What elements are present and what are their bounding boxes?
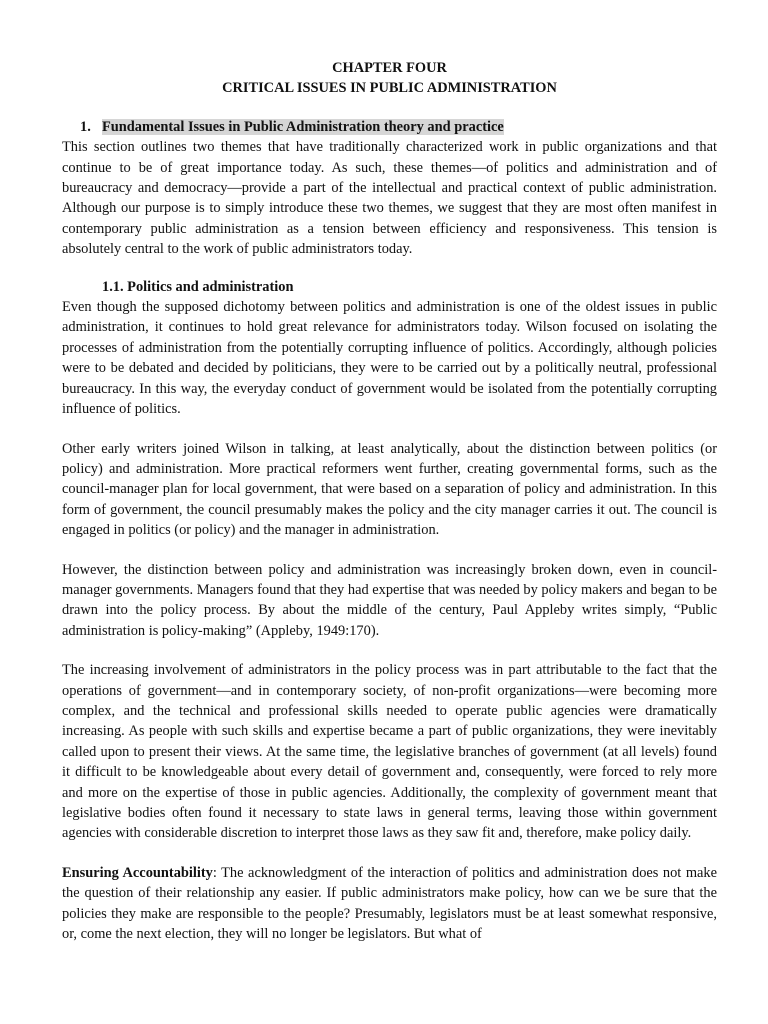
paragraph-accountability <box>62 863 717 945</box>
section-1-title: Fundamental Issues in Public Administration theory and practice <box>102 118 504 135</box>
paragraph-politics-3: However, the distinction between policy and administration was increasingly broken down, even in council-manager governments. Managers found that they had expertise that was needed by policy makers and began to be drawn into the policy process. By about the middle of the century, Paul Appleby writes simply, “Public administration is policy-making” (Appleby, 1949:170). <box>62 561 717 639</box>
chapter-subtitle: CRITICAL ISSUES IN PUBLIC ADMINISTRATION <box>222 80 557 97</box>
chapter-title: CHAPTER FOUR <box>332 60 447 76</box>
paragraph-politics-2: Other early writers joined Wilson in talking, at least analytically, about the distinction between politics (or policy) and administration. More practical reformers went further, creating governmental forms, such as the council-manager plan for local government, that were based on a separation of policy and administration. In this form of government, the council presumably makes the policy and the city manager carries it out. The council is engaged in politics (or policy) and the manager in administration. <box>62 440 717 539</box>
paragraph-politics-1: Even though the supposed dichotomy between politics and administration is one of the oldest issues in public administration, it continues to hold great relevance for administrators today. Wilson focused on isolating the processes of administration from the potentially corrupting influence of politics. Accordingly, although policies were to be debated and decided by politicians, they were to be carried out by a politically neutral, professional bureaucracy. In this way, the everyday conduct of government would be isolated from the potentially corrupting influence of politics. <box>62 299 717 418</box>
accountability-lead: Ensuring Accountability <box>62 864 213 881</box>
section-1-paragraph: This section outlines two themes that have traditionally characterized work in public organizations and that continue to be of great importance today. As such, these themes—of politics and administration and of bureaucracy and democracy—provide a part of the intellectual and practical context of public administration. Although our purpose is to simply introduce these two themes, we suggest that they are most often manifest in contemporary public administration as a tension between efficiency and responsiveness. This tension is absolutely central to the work of public administrators today. <box>62 139 717 258</box>
paragraph-politics-4: The increasing involvement of administrators in the policy process was in part attributable to the fact that the operations of government—and in contemporary society, of non-profit organizations—were becoming more complex, and the technical and professional skills needed to operate public agencies were dramatically increasing. As people with such skills and expertise became a part of public organizations, they were inevitably called upon to present their views. At the same time, the legislative branches of government (at all levels) found it difficult to be knowledgeable about every detail of government and, consequently, were forced to rely more and more on the expertise of those in public agencies. Additionally, the complexity of government meant that legislative bodies often found it necessary to state laws in general terms, leaving those within government agencies with considerable discretion to interpret those laws as they saw fit and, therefore, make policy daily. <box>62 662 717 842</box>
section-1-1-heading: 1.1. Politics and administration <box>102 278 294 295</box>
document-page <box>62 58 717 944</box>
accountability-text: : The acknowledgment of the interaction of politics and administration does not make the question of their relationship any easier. If public administrators make policy, how can we be sure that the policies they make are responsible to the people? Presumably, legislators must be at least somewhat responsive, or, come the next election, they will no longer be legislators. But what of <box>62 864 717 943</box>
section-1-number: 1. <box>80 118 91 135</box>
section-1-heading <box>80 117 717 137</box>
